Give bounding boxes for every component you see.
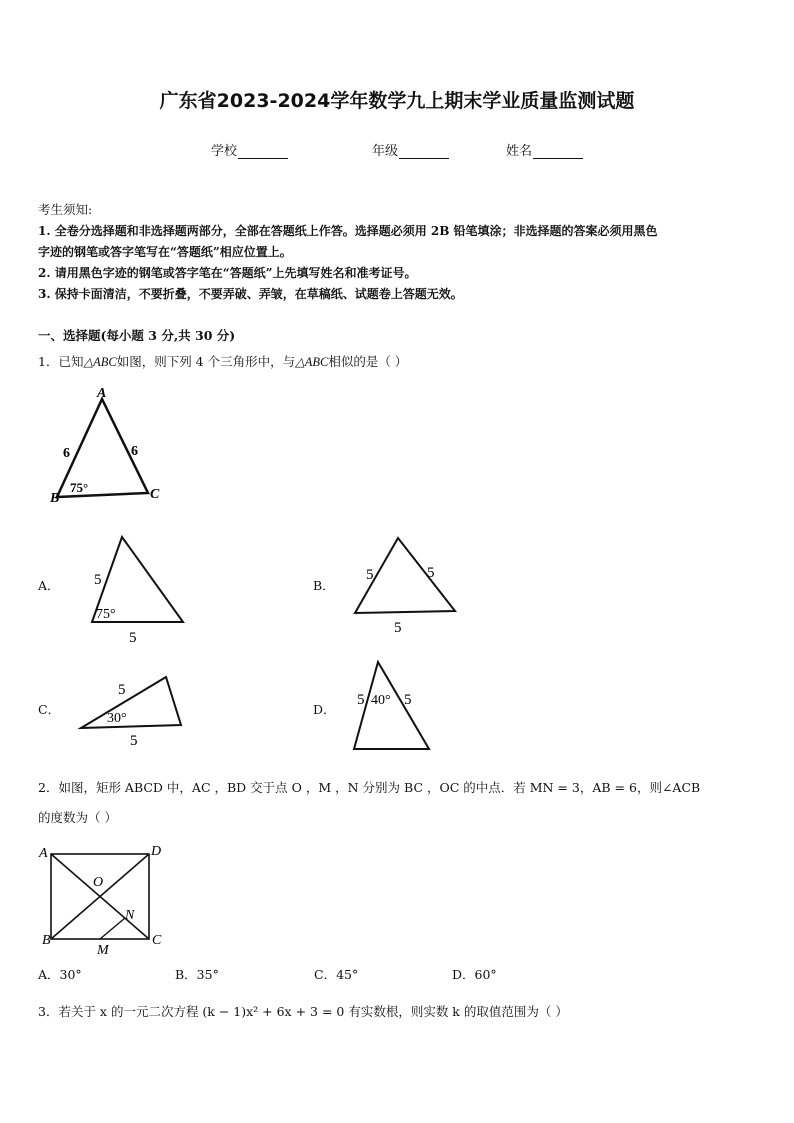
option-b-side-right: 5: [427, 565, 435, 581]
q1-option-b-figure: [350, 530, 465, 635]
notice-item: 2. 请用黑色字迹的钢笔或答字笔在“答题纸”上先填写姓名和准考证号。: [38, 266, 417, 280]
q2-option-b: B．35°: [175, 967, 219, 982]
grade-label: 年级: [372, 144, 399, 159]
vertex-a-label: A: [97, 386, 107, 401]
q1-option-a-label: A．: [38, 578, 60, 593]
q2-vertex-d: D: [151, 844, 162, 859]
school-label: 学校: [211, 144, 238, 159]
q1-option-d-label: D．: [313, 702, 336, 717]
grade-blank: [399, 145, 449, 159]
q1-option-b-label: B．: [313, 578, 335, 593]
q1-option-c-label: C．: [38, 702, 61, 717]
grade-field: [372, 140, 449, 159]
question-2-line-2: 的度数为（ ）: [38, 810, 117, 825]
q1-middle: 如图，则下列 4 个三角形中，与: [116, 354, 296, 369]
q2-point-m: M: [97, 943, 109, 958]
q1-triangle: △ABC: [83, 355, 117, 369]
side-ab-label: 6: [63, 446, 70, 461]
q1-option-c-figure: [75, 670, 190, 750]
q2-vertex-c: C: [152, 933, 162, 948]
option-c-base: 5: [130, 733, 138, 749]
notice-item: 字迹的钢笔或答字笔写在“答题纸”相应位置上。: [38, 245, 292, 259]
q2-option-d: D．60°: [452, 967, 497, 982]
q2-vertex-b: B: [42, 933, 51, 948]
q2-point-n: N: [125, 908, 135, 923]
q2-option-a: A．30°: [38, 967, 82, 982]
angle-b-label: 75°: [70, 480, 89, 495]
section-heading: 一、选择题(每小题 3 分,共 30 分): [38, 328, 236, 343]
q1-triangle-2: △ABC: [295, 355, 329, 369]
q2-vertex-a: A: [39, 846, 48, 861]
page-title: 广东省2023-2024学年数学九上期末学业质量监测试题: [159, 90, 635, 112]
school-field: [211, 140, 288, 159]
school-blank: [238, 145, 288, 159]
question-3: 3．若关于 x 的一元二次方程 (k − 1)x² + 6x + 3 = 0 有实数根，则实数 k 的取值范围为（ ）: [38, 1004, 568, 1019]
option-c-side-top: 5: [118, 682, 126, 698]
option-a-angle: 75°: [96, 607, 116, 622]
vertex-c-label: C: [150, 487, 160, 502]
option-d-side-left: 5: [357, 692, 365, 708]
question-2-line-1: 2．如图，矩形 ABCD 中，AC ，BD 交于点 O ，M ，N 分别为 BC ，OC 的中点．若 MN = 3，AB = 6，则∠ACB: [38, 780, 701, 795]
option-b-base: 5: [394, 620, 402, 635]
option-a-side: 5: [94, 572, 102, 588]
option-d-side-right: 5: [404, 692, 412, 708]
vertex-b-label: B: [50, 491, 60, 506]
q1-option-d-figure: [345, 655, 440, 755]
option-d-angle: 40°: [371, 693, 391, 708]
notice-item: 1. 全卷分选择题和非选择题两部分，全部在答题纸上作答。选择题必须用 2B 铅笔填涂；非选择题的答案必须用黑色: [38, 224, 658, 238]
notice-heading: 考生须知:: [38, 202, 93, 217]
q2-point-o: O: [93, 875, 104, 890]
q2-figure: [35, 840, 170, 958]
question-1: [38, 352, 407, 372]
option-b-side-left: 5: [366, 567, 374, 583]
q2-option-c: C．45°: [314, 967, 359, 982]
q1-figure: [45, 385, 175, 510]
q1-prefix: 1．已知: [38, 354, 84, 369]
name-field: [506, 140, 583, 159]
notice-item: 3. 保持卡面清洁，不要折叠，不要弄破、弄皱，在草稿纸、试题卷上答题无效。: [38, 287, 463, 301]
option-a-base: 5: [129, 630, 137, 645]
q1-suffix: 相似的是（ ）: [328, 354, 408, 369]
q1-option-a-figure: [85, 530, 195, 645]
name-blank: [533, 145, 583, 159]
side-ac-label: 6: [131, 444, 138, 459]
option-c-angle: 30°: [107, 711, 127, 726]
name-label: 姓名: [506, 144, 533, 159]
